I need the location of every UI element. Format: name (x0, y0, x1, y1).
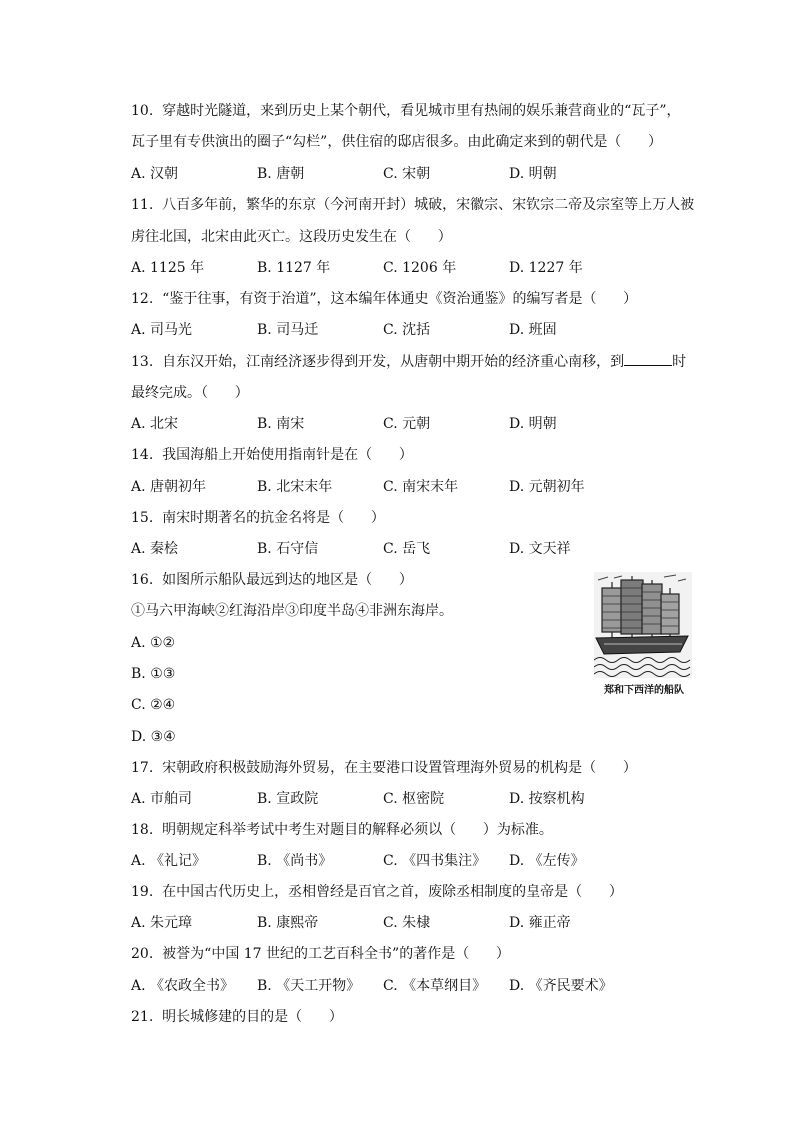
option-d: D. 文天祥 (509, 541, 571, 557)
option-b: B. 南宋 (257, 416, 305, 432)
option-d: D. 班固 (509, 322, 557, 338)
question-10-line-1: 10. 穿越时光隧道，来到历史上某个朝代，看见城市里有热闹的娱乐兼营商业的“瓦子”， (131, 103, 681, 119)
option-c: C. 朱棣 (383, 915, 431, 931)
option-d: D. 雍正帝 (509, 915, 571, 931)
option-b: B. 唐朝 (257, 166, 305, 182)
question-11-line-1: 11. 八百多年前，繁华的东京（今河南开封）城破，宋徽宗、宋钦宗二帝及宗室等上万人被 (131, 197, 695, 213)
question-15-line-1: 15. 南宋时期著名的抗金名将是（ ） (131, 510, 385, 526)
option-b: B. 《天工开物》 (257, 978, 361, 994)
option-d: D. 《齐民要术》 (509, 978, 613, 994)
question-20-line-1: 20. 被誉为“中国 17 世纪的工艺百科全书”的著作是（ ） (131, 946, 510, 962)
option-c: C. 枢密院 (383, 791, 445, 807)
option-d: D. 元朝初年 (509, 479, 585, 495)
question-19-line-1: 19. 在中国古代历史上，丞相曾经是百官之首，废除丞相制度的皇帝是（ ） (131, 884, 623, 900)
option-a: A. 司马光 (131, 322, 193, 338)
question-16-line-1: 16. 如图所示船队最远到达的地区是（ ） (131, 572, 413, 588)
option-c: C. 《四书集注》 (383, 853, 487, 869)
option-b: B. 北宋末年 (257, 479, 333, 495)
question-17-line-1: 17. 宋朝政府积极鼓励海外贸易，在主要港口设置管理海外贸易的机构是（ ） (131, 760, 637, 776)
option-a: A. 朱元璋 (131, 915, 193, 931)
question-10-line-2: 瓦子里有专供演出的圈子“勾栏”，供住宿的邸店很多。由此确定来到的朝代是（ ） (131, 134, 663, 150)
question-21-line-1: 21. 明长城修建的目的是（ ） (131, 1009, 343, 1025)
question-16-option-b: B. ①③ (131, 666, 176, 682)
option-b: B. 1127 年 (257, 260, 331, 276)
question-16-option-a: A. ①② (131, 635, 176, 651)
question-11-line-2: 虏往北国，北宋由此灭亡。这段历史发生在（ ） (131, 229, 452, 245)
option-d: D. 按察机构 (509, 791, 585, 807)
option-d: D. 明朝 (509, 166, 557, 182)
option-c: C. 1206 年 (383, 260, 457, 276)
option-a: A. 《农政全书》 (131, 978, 235, 994)
option-a: A. 《礼记》 (131, 853, 207, 869)
question-16-option-d: D. ③④ (131, 729, 176, 745)
question-13-line-1 (131, 351, 686, 371)
option-c: C. 南宋末年 (383, 479, 459, 495)
option-b: B. 《尚书》 (257, 853, 333, 869)
option-a: A. 北宋 (131, 416, 179, 432)
figure-caption: 郑和下西洋的船队 (604, 685, 684, 696)
option-c: C. 宋朝 (383, 166, 431, 182)
fill-blank (624, 351, 672, 366)
option-c: C. 元朝 (383, 416, 431, 432)
question-16-line-2: ①马六甲海峡②红海沿岸③印度半岛④非洲东海岸。 (131, 603, 453, 619)
option-a: A. 唐朝初年 (131, 479, 207, 495)
question-14-line-1: 14. 我国海船上开始使用指南针是在（ ） (131, 447, 413, 463)
option-a: A. 汉朝 (131, 166, 179, 182)
option-b: B. 康熙帝 (257, 915, 319, 931)
option-b: B. 司马迁 (257, 322, 319, 338)
option-b: B. 石守信 (257, 541, 319, 557)
option-a: A. 市舶司 (131, 791, 193, 807)
question-12-line-1: 12. “鉴于往事，有资于治道”，这本编年体通史《资治通鉴》的编写者是（ ） (131, 291, 638, 307)
option-b: B. 宣政院 (257, 791, 319, 807)
option-c: C. 岳飞 (383, 541, 431, 557)
question-13-line-2: 最终完成。（ ） (131, 385, 249, 401)
option-d: D. 《左传》 (509, 853, 585, 869)
option-d: D. 明朝 (509, 416, 557, 432)
fleet-illustration (594, 572, 692, 698)
option-a: A. 秦桧 (131, 541, 179, 557)
option-d: D. 1227 年 (509, 260, 583, 276)
question-13-text-before-blank: 13. 自东汉开始，江南经济逐步得到开发，从唐朝中期开始的经济重心南移，到 (131, 354, 625, 370)
zheng-he-fleet-image (594, 572, 692, 678)
option-a: A. 1125 年 (131, 260, 205, 276)
question-13-text-after-blank: 时 (672, 354, 687, 370)
question-18-line-1: 18. 明朝规定科举考试中考生对题目的解释必须以（ ）为标准。 (131, 822, 553, 838)
option-c: C. 沈括 (383, 322, 431, 338)
option-c: C. 《本草纲目》 (383, 978, 487, 994)
question-16-option-c: C. ②④ (131, 697, 176, 713)
